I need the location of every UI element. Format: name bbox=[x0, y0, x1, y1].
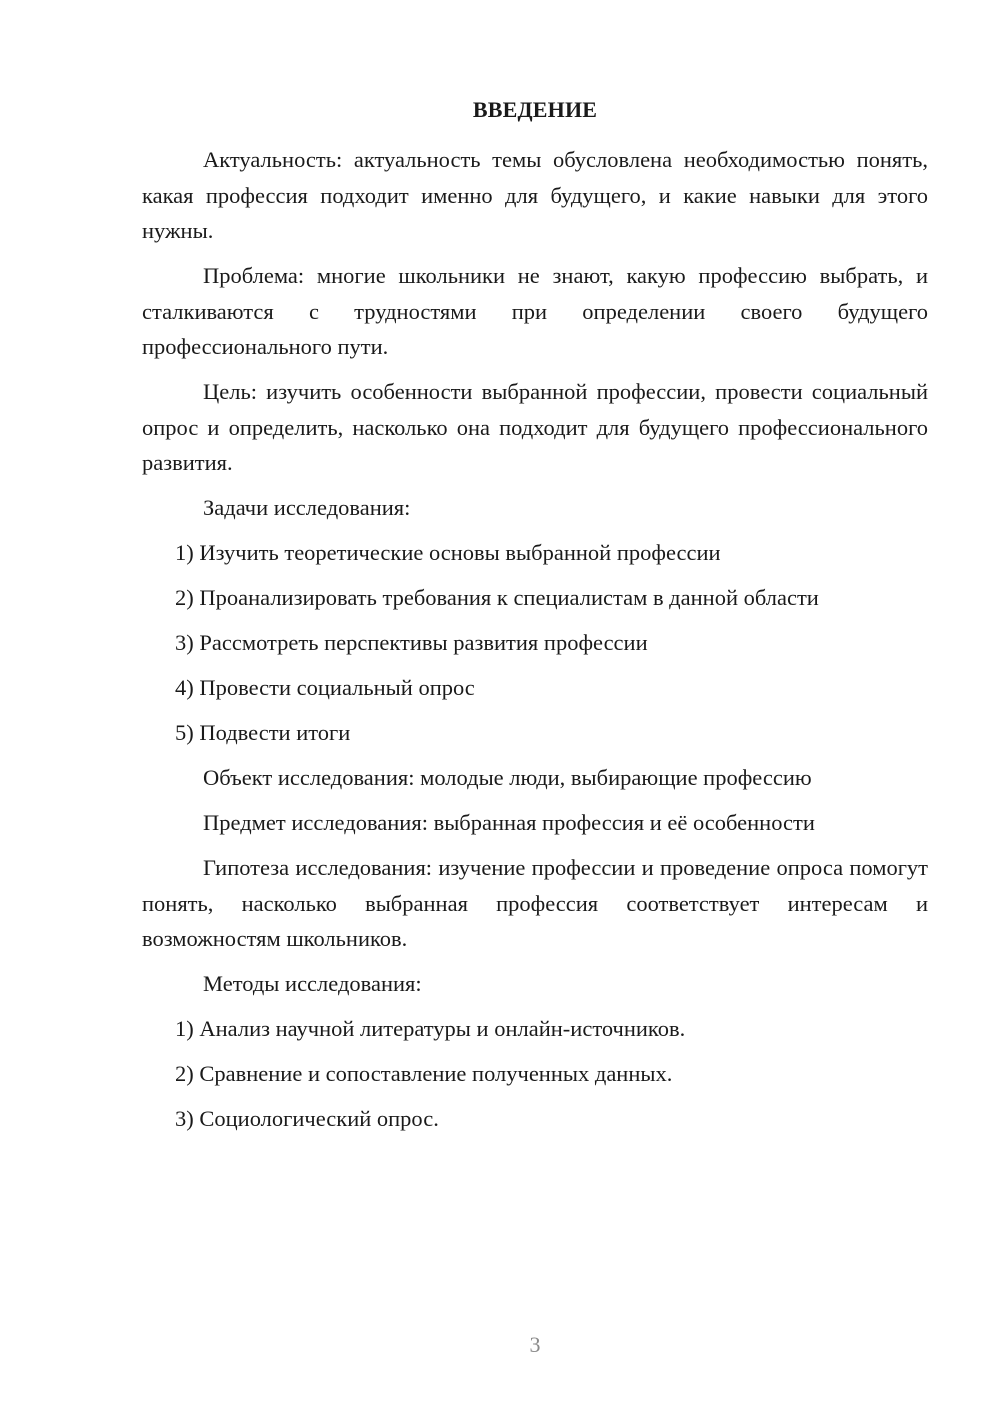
problem-paragraph: Проблема: многие школьники не знают, какую профессию выбрать, и сталкиваются с трудностями при определении своего будущего профессионального пути. bbox=[142, 263, 928, 359]
goal-paragraph: Цель: изучить особенности выбранной профессии, провести социальный опрос и определить, насколько она подходит для будущего профессионального развития. bbox=[142, 379, 928, 475]
list-item: 3) Социологический опрос. bbox=[175, 1106, 439, 1131]
methods-heading: Методы исследования: bbox=[203, 971, 422, 996]
list-item: 3) Рассмотреть перспективы развития профессии bbox=[175, 630, 648, 655]
methods-list bbox=[142, 1011, 928, 1137]
object-paragraph: Объект исследования: молодые люди, выбирающие профессию bbox=[203, 765, 812, 790]
relevance-paragraph: Актуальность: актуальность темы обусловлена необходимостью понять, какая профессия подходит именно для будущего, и какие навыки для этого нужны. bbox=[142, 147, 928, 243]
subject-paragraph: Предмет исследования: выбранная профессия и её особенности bbox=[203, 810, 815, 835]
list-item: 1) Изучить теоретические основы выбранной профессии bbox=[175, 540, 721, 565]
list-item: 1) Анализ научной литературы и онлайн-источников. bbox=[175, 1016, 686, 1041]
page-number: 3 bbox=[529, 1332, 541, 1357]
section-heading: ВВЕДЕНИЕ bbox=[472, 97, 598, 122]
list-item: 5) Подвести итоги bbox=[175, 720, 351, 745]
document-body bbox=[142, 142, 928, 1146]
list-item: 2) Сравнение и сопоставление полученных данных. bbox=[175, 1061, 673, 1086]
hypothesis-paragraph: Гипотеза исследования: изучение профессии и проведение опроса помогут понять, насколько выбранная профессия соответствует интересам и возможностям школьников. bbox=[142, 855, 928, 951]
list-item: 2) Проанализировать требования к специалистам в данной области bbox=[175, 585, 819, 610]
list-item: 4) Провести социальный опрос bbox=[175, 675, 475, 700]
tasks-list bbox=[142, 535, 928, 751]
tasks-heading: Задачи исследования: bbox=[203, 495, 411, 520]
